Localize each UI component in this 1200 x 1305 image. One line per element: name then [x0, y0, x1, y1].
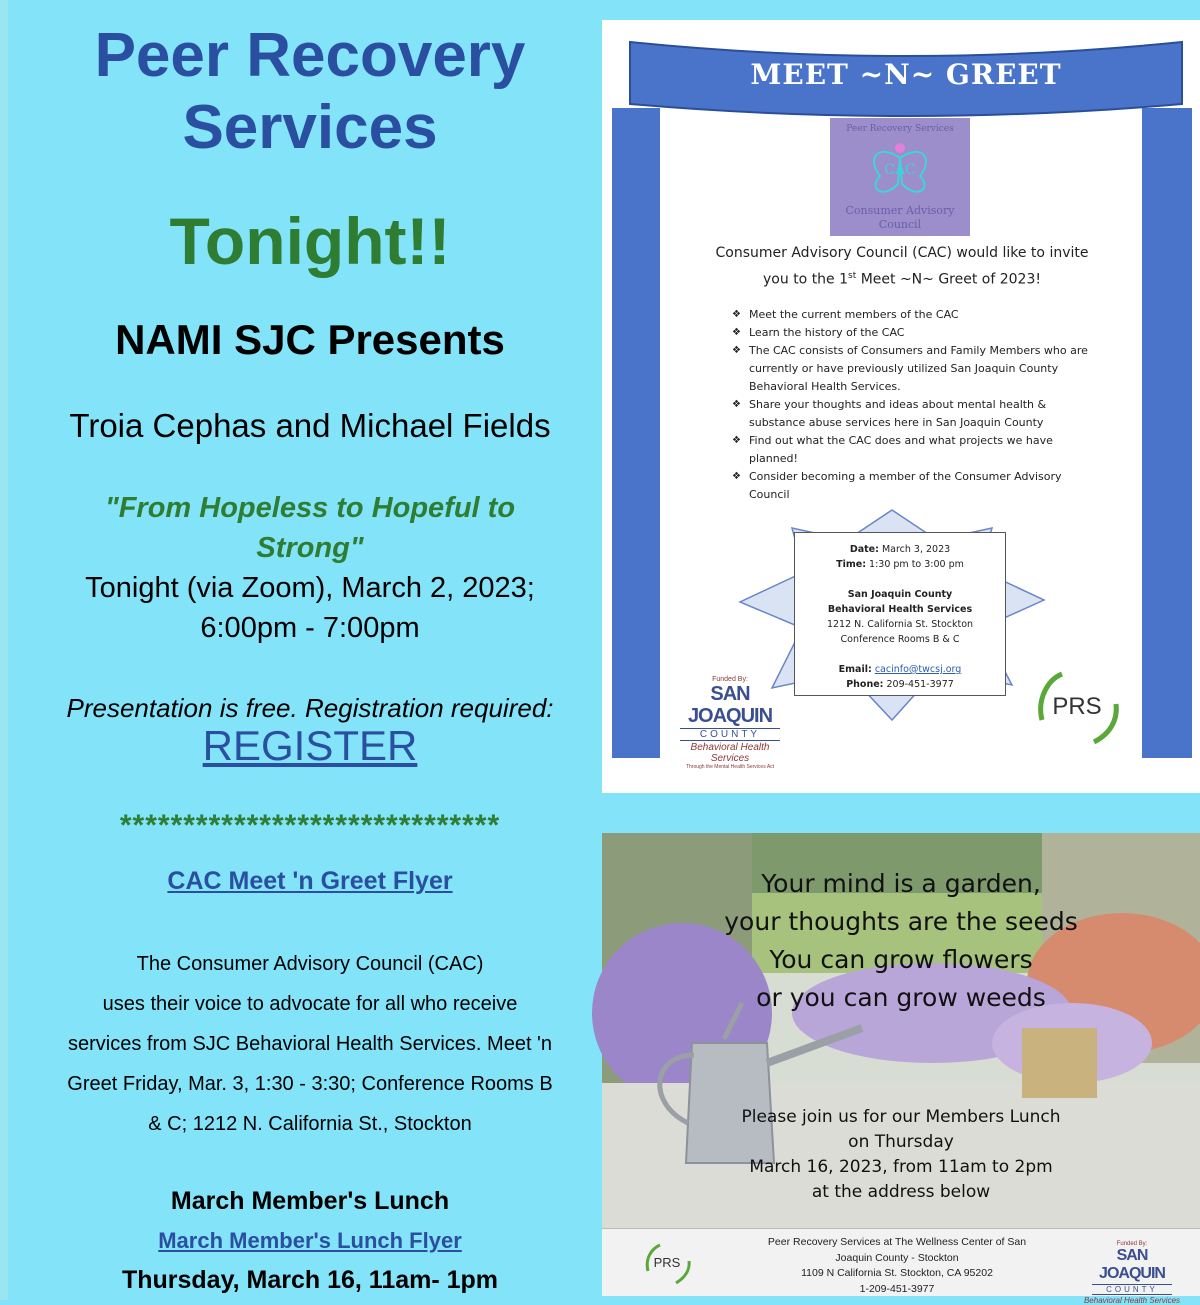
date-line: Date: March 3, 2023 — [849, 544, 951, 555]
time-line: Time: 1:30 pm to 3:00 pm — [836, 559, 964, 570]
lunch-invitation — [602, 1105, 1200, 1205]
garden-quote-line-3: You can grow flowers — [769, 945, 1033, 974]
flyer-bullet: ❖ Meet the current members of the CAC — [732, 306, 1102, 324]
cac-flyer-link[interactable]: CAC Meet 'n Greet Flyer — [167, 867, 453, 895]
garden-quote — [602, 865, 1200, 1017]
flyer-invitation — [692, 242, 1112, 292]
talk-title-line-2: Strong" — [256, 532, 364, 564]
footer-line-1: Peer Recovery Services at The Wellness Center of San — [767, 1236, 1027, 1248]
flyer-bullet: ❖ Learn the history of the CAC — [732, 324, 1102, 342]
talk-title-line-1: "From Hopeless to Hopeful to — [104, 492, 516, 524]
right-curtain — [1142, 108, 1192, 758]
event-time-line-1: Tonight (via Zoom), March 2, 2023; — [85, 572, 535, 604]
invite-line-2: you to the 1st Meet ~N~ Greet of 2023! — [763, 271, 1041, 288]
cac-description-line-3: services from SJC Behavioral Health Services. Meet 'n — [68, 1033, 552, 1055]
garden-quote-line-4: or you can grow weeds — [756, 983, 1046, 1012]
left-curtain — [612, 108, 660, 758]
flyer-bullet: ❖ Consider becoming a member of the Consumer Advisory Council — [732, 468, 1102, 504]
lunch-flyer-link[interactable]: March Member's Lunch Flyer — [158, 1228, 462, 1253]
tonight-heading: Tonight!! — [169, 204, 451, 278]
email-link[interactable]: cacinfo@twcsj.org — [874, 664, 962, 675]
left-edge-strip — [0, 0, 8, 1300]
sjc-bhs-logo-small — [1082, 1241, 1182, 1305]
flyer-bullet: ❖ Share your thoughts and ideas about mental health & substance abuse services here in San Joaquin County — [732, 396, 1102, 432]
lunch-invitation-line-4: at the address below — [811, 1182, 991, 1202]
email-line: Email: cacinfo@twcsj.org — [838, 664, 962, 675]
lunch-heading: March Member's Lunch — [170, 1187, 450, 1215]
cac-logo-name-line-1: Consumer Advisory — [845, 204, 955, 217]
flyer-bullet-list — [732, 306, 1102, 504]
lunch-invitation-line-2: on Thursday — [848, 1132, 954, 1152]
prs-logo-small — [642, 1237, 692, 1287]
members-lunch-flyer[interactable] — [602, 833, 1200, 1305]
star-divider: ****************************** — [119, 809, 501, 842]
lunch-invitation-line-3: March 16, 2023, from 11am to 2pm — [749, 1157, 1053, 1177]
prs-logo-text: PRS — [1052, 693, 1102, 720]
speakers: Troia Cephas and Michael Fields — [69, 407, 551, 444]
event-details-box — [794, 532, 1006, 696]
cac-description-line-4: Greet Friday, Mar. 3, 1:30 - 3:30; Conference Rooms B — [67, 1073, 553, 1095]
event-time-line-2: 6:00pm - 7:00pm — [200, 612, 420, 644]
lunch-flyer-footer — [602, 1228, 1200, 1305]
presents-heading: NAMI SJC Presents — [115, 316, 505, 363]
cac-logo-name-line-2: Council — [878, 218, 922, 231]
cac-description-line-1: The Consumer Advisory Council (CAC) — [136, 953, 484, 975]
cac-logo-name — [830, 204, 970, 232]
footer-line-2: Joaquin County - Stockton — [835, 1251, 959, 1264]
sjc-bhs: Behavioral Health Services — [690, 742, 770, 764]
cac-logo-ring-text: Peer Recovery Services — [846, 124, 954, 134]
title-line-2: Services — [182, 93, 438, 162]
sjc-funded-label: Funded By: — [712, 676, 748, 683]
cac-description-line-2: uses their voice to advocate for all who receive — [102, 993, 518, 1015]
lunch-invitation-line-1: Please join us for our Members Lunch — [741, 1107, 1061, 1127]
lunch-date: Thursday, March 16, 11am- 1pm — [121, 1266, 499, 1294]
footer-line-3: 1109 N California St. Stockton, CA 95202 — [801, 1267, 993, 1279]
sjc-name: SAN JOAQUIN — [687, 683, 773, 727]
sjc-bhs-logo — [670, 676, 790, 770]
cac-logo — [830, 118, 970, 236]
title-line-1: Peer Recovery — [94, 21, 526, 90]
org-line-2: Behavioral Health Services — [827, 604, 973, 615]
page-title — [10, 20, 610, 164]
register-link[interactable]: REGISTER — [202, 722, 418, 769]
prs-logo-small-text: PRS — [653, 1255, 681, 1270]
invite-line-1: Consumer Advisory Council (CAC) would like to invite — [715, 245, 1089, 261]
sjc-name: SAN JOAQUIN — [1099, 1247, 1165, 1282]
flyer-bullet: ❖ The CAC consists of Consumers and Family Members who are currently or have previously utilized San Joaquin County Behavioral Health Services. — [732, 342, 1102, 396]
wellness-center-address — [752, 1235, 1042, 1297]
garden-quote-line-1: Your mind is a garden, — [761, 869, 1041, 898]
address-line-1: 1212 N. California St. Stockton — [826, 619, 974, 630]
cac-logo-letters: CAC — [884, 162, 916, 178]
talk-title — [70, 488, 550, 568]
left-column — [10, 0, 610, 1300]
sjc-county: COUNTY — [680, 728, 780, 741]
cac-description-line-5: & C; 1212 N. California St., Stockton — [148, 1113, 472, 1135]
meet-n-greet-flyer[interactable] — [602, 20, 1200, 793]
registration-note: Presentation is free. Registration required: — [66, 693, 554, 723]
phone-line: Phone: 209-451-3977 — [846, 679, 954, 690]
flyer-banner-title: MEET ~N~ GREET — [750, 58, 1062, 91]
event-time — [10, 568, 610, 648]
cac-description — [38, 944, 582, 1144]
footer-line-4: 1-209-451-3977 — [859, 1282, 935, 1295]
org-line-1: San Joaquin County — [847, 589, 953, 600]
garden-quote-line-2: your thoughts are the seeds — [724, 907, 1078, 936]
address-line-2: Conference Rooms B & C — [840, 634, 960, 645]
sjc-bhs: Behavioral Health Services — [1083, 1296, 1181, 1305]
sjc-funded-label: Funded By: — [1116, 1241, 1148, 1247]
prs-logo — [1032, 660, 1122, 750]
flyer-bullet: ❖ Find out what the CAC does and what projects we have planned! — [732, 432, 1102, 468]
sjc-small-print: Through the Mental Health Services Act — [685, 764, 775, 770]
sjc-county: COUNTY — [1092, 1284, 1172, 1295]
